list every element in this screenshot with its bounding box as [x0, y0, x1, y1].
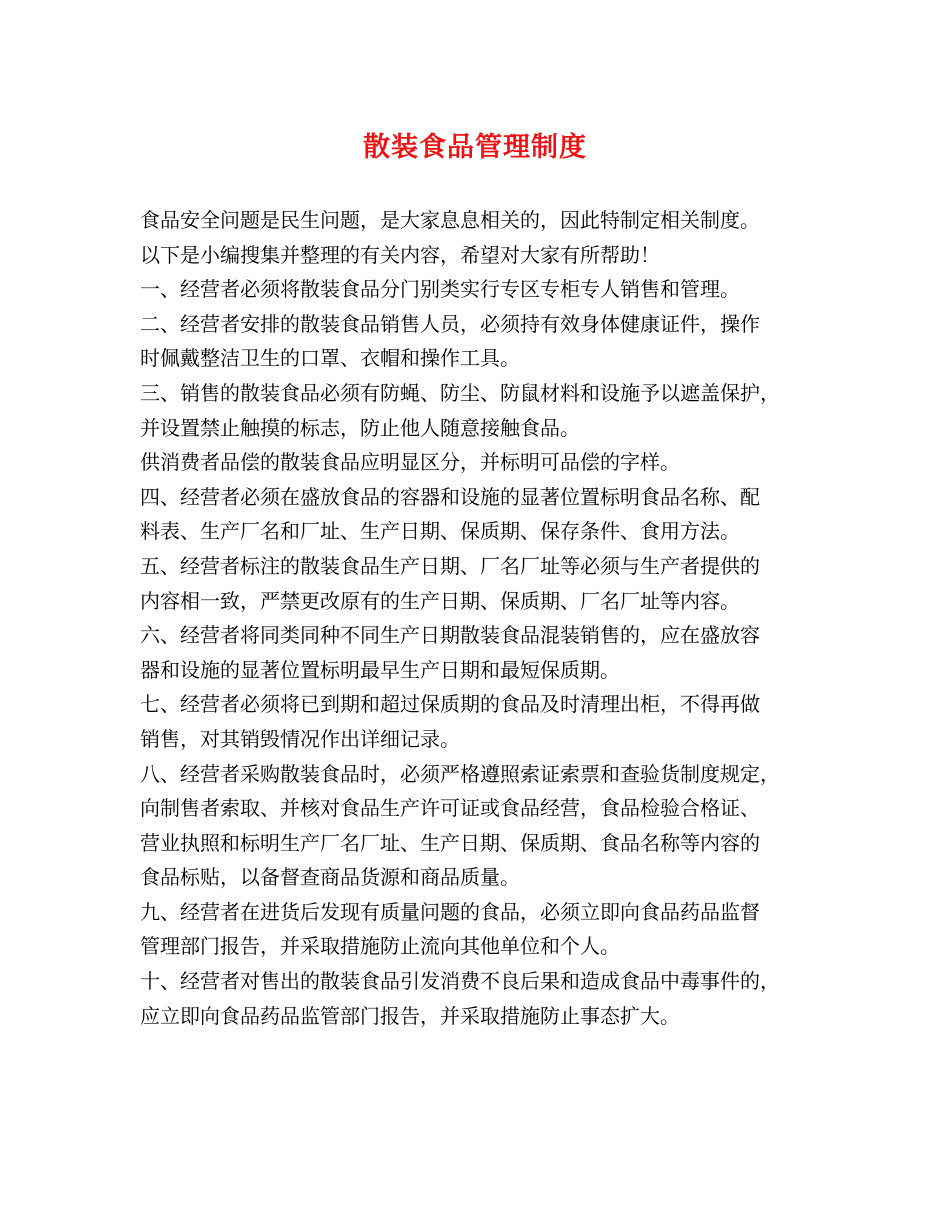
body-line: 二、经营者安排的散装食品销售人员，必须持有效身体健康证件，操作 [140, 311, 760, 336]
body-line: 向制售者索取、并核对食品生产许可证或食品经营，食品检验合格证、 [140, 796, 760, 821]
body-line: 七、经营者必须将已到期和超过保质期的食品及时清理出柜，不得再做 [140, 692, 760, 717]
body-line: 十、经营者对售出的散装食品引发消费不良后果和造成食品中毒事件的， [140, 969, 780, 994]
body-line: 八、经营者采购散装食品时，必须严格遵照索证索票和查验货制度规定， [140, 761, 780, 786]
body-line: 一、经营者必须将散装食品分门别类实行专区专柜专人销售和管理。 [140, 277, 740, 302]
body-line: 食品标贴，以备督查商品货源和商品质量。 [140, 865, 520, 890]
body-line: 应立即向食品药品监管部门报告，并采取措施防止事态扩大。 [140, 1003, 680, 1028]
body-line: 器和设施的显著位置标明最早生产日期和最短保质期。 [140, 657, 620, 682]
body-line: 管理部门报告，并采取措施防止流向其他单位和个人。 [140, 934, 620, 959]
body-line: 料表、生产厂名和厂址、生产日期、保质期、保存条件、食用方法。 [140, 519, 740, 544]
document-title: 散装食品管理制度 [363, 132, 587, 163]
body-line: 内容相一致，严禁更改原有的生产日期、保质期、厂名厂址等内容。 [140, 588, 740, 613]
body-line: 营业执照和标明生产厂名厂址、生产日期、保质期、食品名称等内容的 [140, 830, 760, 855]
body-line: 并设置禁止触摸的标志，防止他人随意接触食品。 [140, 415, 580, 440]
body-line: 九、经营者在进货后发现有质量问题的食品，必须立即向食品药品监督 [140, 899, 760, 924]
body-line: 供消费者品偿的散装食品应明显区分，并标明可品偿的字样。 [140, 450, 680, 475]
body-line: 食品安全问题是民生问题，是大家息息相关的，因此特制定相关制度。 [140, 208, 760, 232]
body-line: 销售，对其销毁情况作出详细记录。 [140, 726, 460, 751]
document-body [140, 203, 820, 1033]
body-line: 以下是小编搜集并整理的有关内容，希望对大家有所帮助！ [140, 242, 660, 267]
body-line: 六、经营者将同类同种不同生产日期散装食品混装销售的，应在盛放容 [140, 623, 760, 648]
body-line: 五、经营者标注的散装食品生产日期、厂名厂址等必须与生产者提供的 [140, 553, 760, 578]
body-line: 时佩戴整洁卫生的口罩、衣帽和操作工具。 [140, 346, 520, 371]
body-line: 四、经营者必须在盛放食品的容器和设施的显著位置标明食品名称、配 [140, 484, 760, 509]
body-line: 三、销售的散装食品必须有防蝇、防尘、防鼠材料和设施予以遮盖保护， [140, 380, 780, 405]
